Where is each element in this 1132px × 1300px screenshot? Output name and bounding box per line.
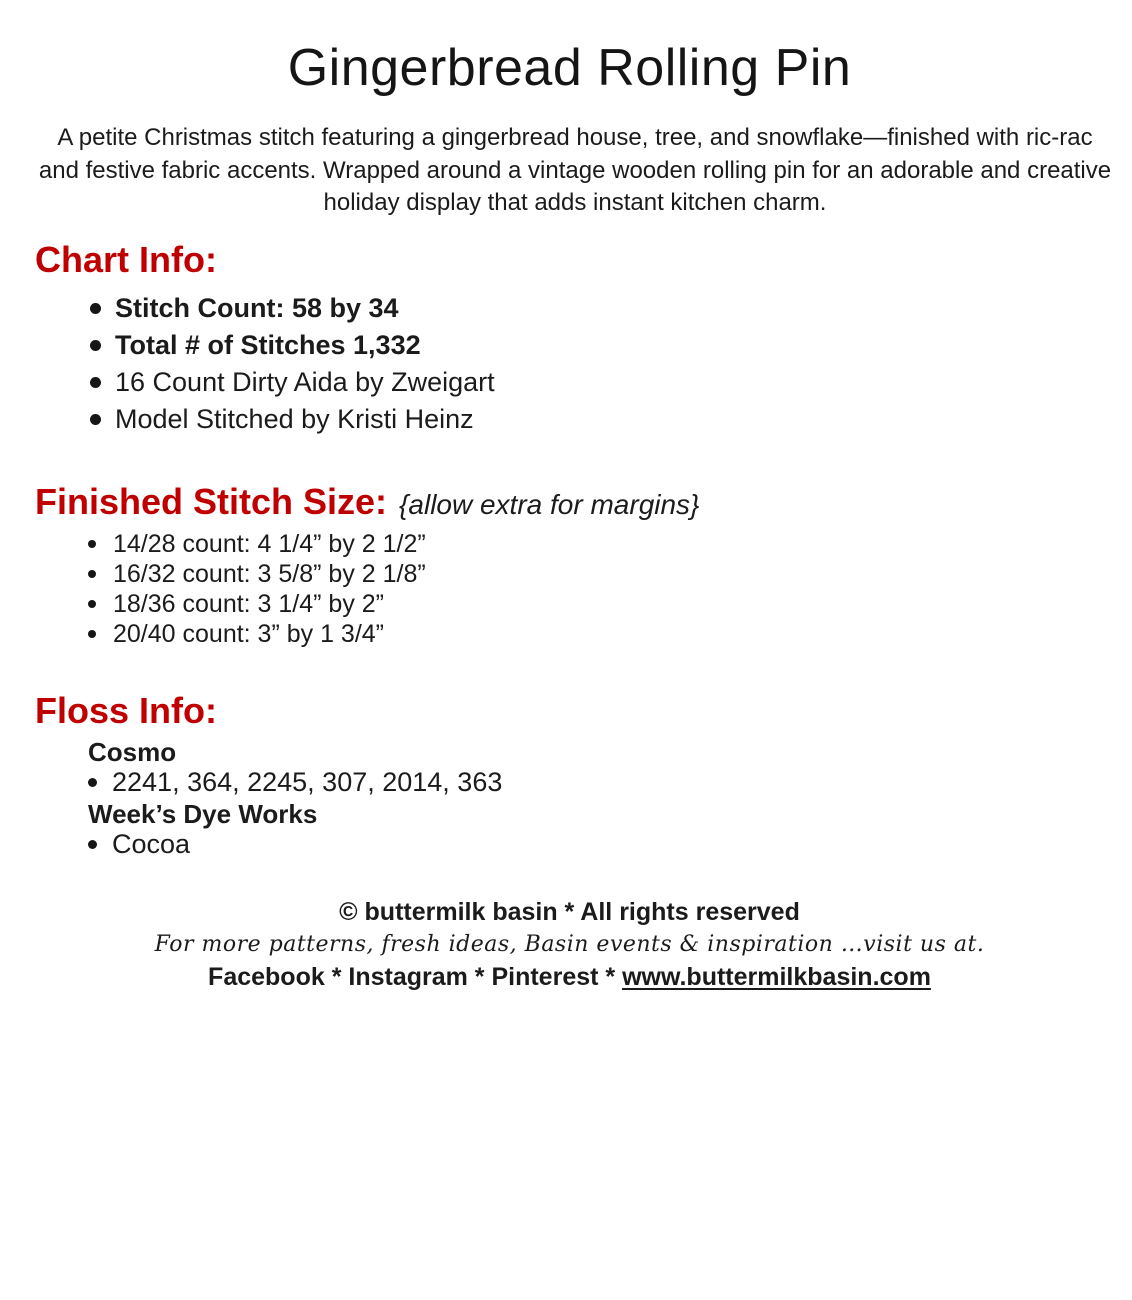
list-item [90,290,1104,327]
floss-brand-list [35,767,1104,799]
bullet-icon [88,630,96,638]
list-item [90,401,1104,438]
finished-stitch-size-list [35,529,1104,649]
list-item-label: Model Stitched by Kristi Heinz [115,403,474,434]
chart-info-list [35,290,1104,438]
list-item-label: 16 Count Dirty Aida by Zweigart [115,366,495,397]
list-item [88,529,1104,559]
bullet-icon [88,570,96,578]
floss-info-heading: Floss Info: [35,690,217,732]
social-line [35,962,1104,992]
chart-info-section [35,240,1104,438]
list-item [88,767,1104,799]
list-item [90,327,1104,364]
list-item-label: 20/40 count: 3” by 1 3/4” [113,619,385,648]
finished-stitch-size-section [35,482,1104,650]
list-item-label: 2241, 364, 2245, 307, 2014, 363 [112,767,503,798]
bullet-icon [90,414,101,425]
chart-info-heading: Chart Info: [35,239,217,281]
list-item-label: 16/32 count: 3 5/8” by 2 1/8” [113,559,426,588]
finished-stitch-size-heading: Finished Stitch Size: [35,480,388,522]
margins-note: {allow extra for margins} [399,488,700,520]
tagline: For more patterns, fresh ideas, Basin events & inspiration …visit us at. [154,931,985,957]
floss-brand-name: Cosmo [88,736,177,767]
list-item-label: Cocoa [112,829,191,860]
floss-info-content [35,737,1104,861]
finished-stitch-size-heading-row [35,482,1104,522]
list-item [88,589,1104,619]
bullet-icon [90,303,101,314]
list-item-label: 18/36 count: 3 1/4” by 2” [113,589,385,618]
list-item [90,364,1104,401]
social-line-prefix: Facebook * Instagram * Pinterest * [208,963,623,992]
floss-brand-name: Week’s Dye Works [88,798,318,829]
footer [35,897,1104,992]
bullet-icon [88,540,96,548]
list-item [88,619,1104,649]
bullet-icon [88,778,97,787]
copyright-line: © buttermilk basin * All rights reserved [339,897,800,926]
list-item [88,559,1104,589]
floss-info-section [35,691,1104,861]
list-item-label: 14/28 count: 4 1/4” by 2 1/2” [113,529,426,558]
description: A petite Christmas stitch featuring a gingerbread house, tree, and snowflake—finished with ric-rac and festive fabric accents. Wrapped around a vintage wooden rolling pin for an adorable and creative holiday display that adds instant kitchen charm. [38,124,1112,217]
page-title: Gingerbread Rolling Pin [287,39,852,97]
website-link[interactable]: www.buttermilkbasin.com [622,963,931,992]
list-item-label: Total # of Stitches 1,332 [115,329,421,360]
bullet-icon [88,840,97,849]
list-item-label: Stitch Count: 58 by 34 [115,292,399,323]
list-item [88,829,1104,861]
floss-brand-list [35,829,1104,861]
bullet-icon [88,600,96,608]
bullet-icon [90,377,101,388]
bullet-icon [90,340,101,351]
